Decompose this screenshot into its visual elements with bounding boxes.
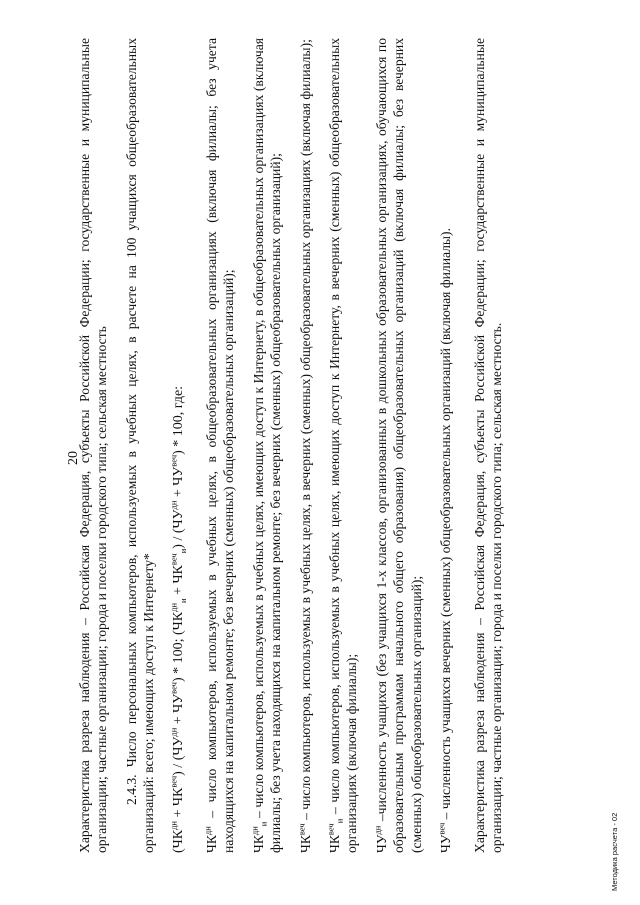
formula-tail: * 100, где: (170, 385, 186, 451)
definition-chk-dn-internet: $ЧК^{дн}_и$ – число компьютеров, используемых в учебных целях, имеющих доступ к Интернету, в общеобразовательных организациях (включая филиалы; без учета находящихся на капитальном ремонте; без вечерних (сменных) общеобразовательных организаций); (249, 38, 284, 853)
footer-note: Методика расчета - 02 (610, 812, 619, 891)
paragraph-section-characteristics: Характеристика разреза наблюдения – Российская Федерация, субъекты Российской Федерации; государственные и муниципальные организации; частные организации; города и поселки городского типа; сельская местность (77, 38, 110, 853)
definition-chu-vech: $ЧУ^{веч}$ – численность учащихся вечерних (сменных) общеобразовательных организаций (включая филиалы). (436, 228, 454, 853)
definition-chu-dn: $ЧУ^{дн}$ –численность учащихся (без учащихся 1-х классов, организованных в дошкольных образовательных организациях, обучающихся по образовательным программам начального общего образования) общеобразовательных организаций (включая филиалы; без вечерних (сменных) общеобразовательных организаций); (372, 38, 424, 853)
page-number: 20 (66, 451, 81, 465)
paragraph-indicator-2-4-3: 2.4.3. Число персональных компьютеров, используемых в учебных целях, в расчете на 100 учащихся общеобразовательных организаций: всего; имеющих доступ к Интернету* (123, 38, 157, 853)
formula: $(ЧК^{дн} + ЧК^{веч}) / (ЧУ^{дн} + ЧУ^{веч}) * 100$; $(ЧК^{дн}_и + ЧК^{веч}_и) / (ЧУ^{дн} + ЧУ^{веч}) * 100$, где: (167, 385, 188, 853)
paragraph-section-characteristics-2: Характеристика разреза наблюдения – Российская Федерация, субъекты Российской Федерации; государственные и муниципальные организации; частные организации; города и поселки городского типа; сельская местность. (471, 38, 504, 853)
definition-chk-vech: $ЧК^{веч}$ – число компьютеров, используемых в учебных целях, в вечерних (сменных) общеобразовательных организациях (включая филиалы); (296, 39, 313, 853)
document-body (76, 38, 505, 853)
definition-chk-vech-internet: $ЧК^{веч}_и$ – число компьютеров, используемых в учебных целях, имеющих доступ к Интернету, в вечерних (сменных) общеобразовательных организациях (включая филиалы); (325, 38, 360, 853)
definition-chk-dn: $ЧК^{дн}$ – число компьютеров, используемых в учебных целях, в общеобразовательных организациях (включая филиалы; без учета находящихся на капитальном ремонте; без вечерних (сменных) общеобразовательных организаций); (202, 38, 237, 853)
